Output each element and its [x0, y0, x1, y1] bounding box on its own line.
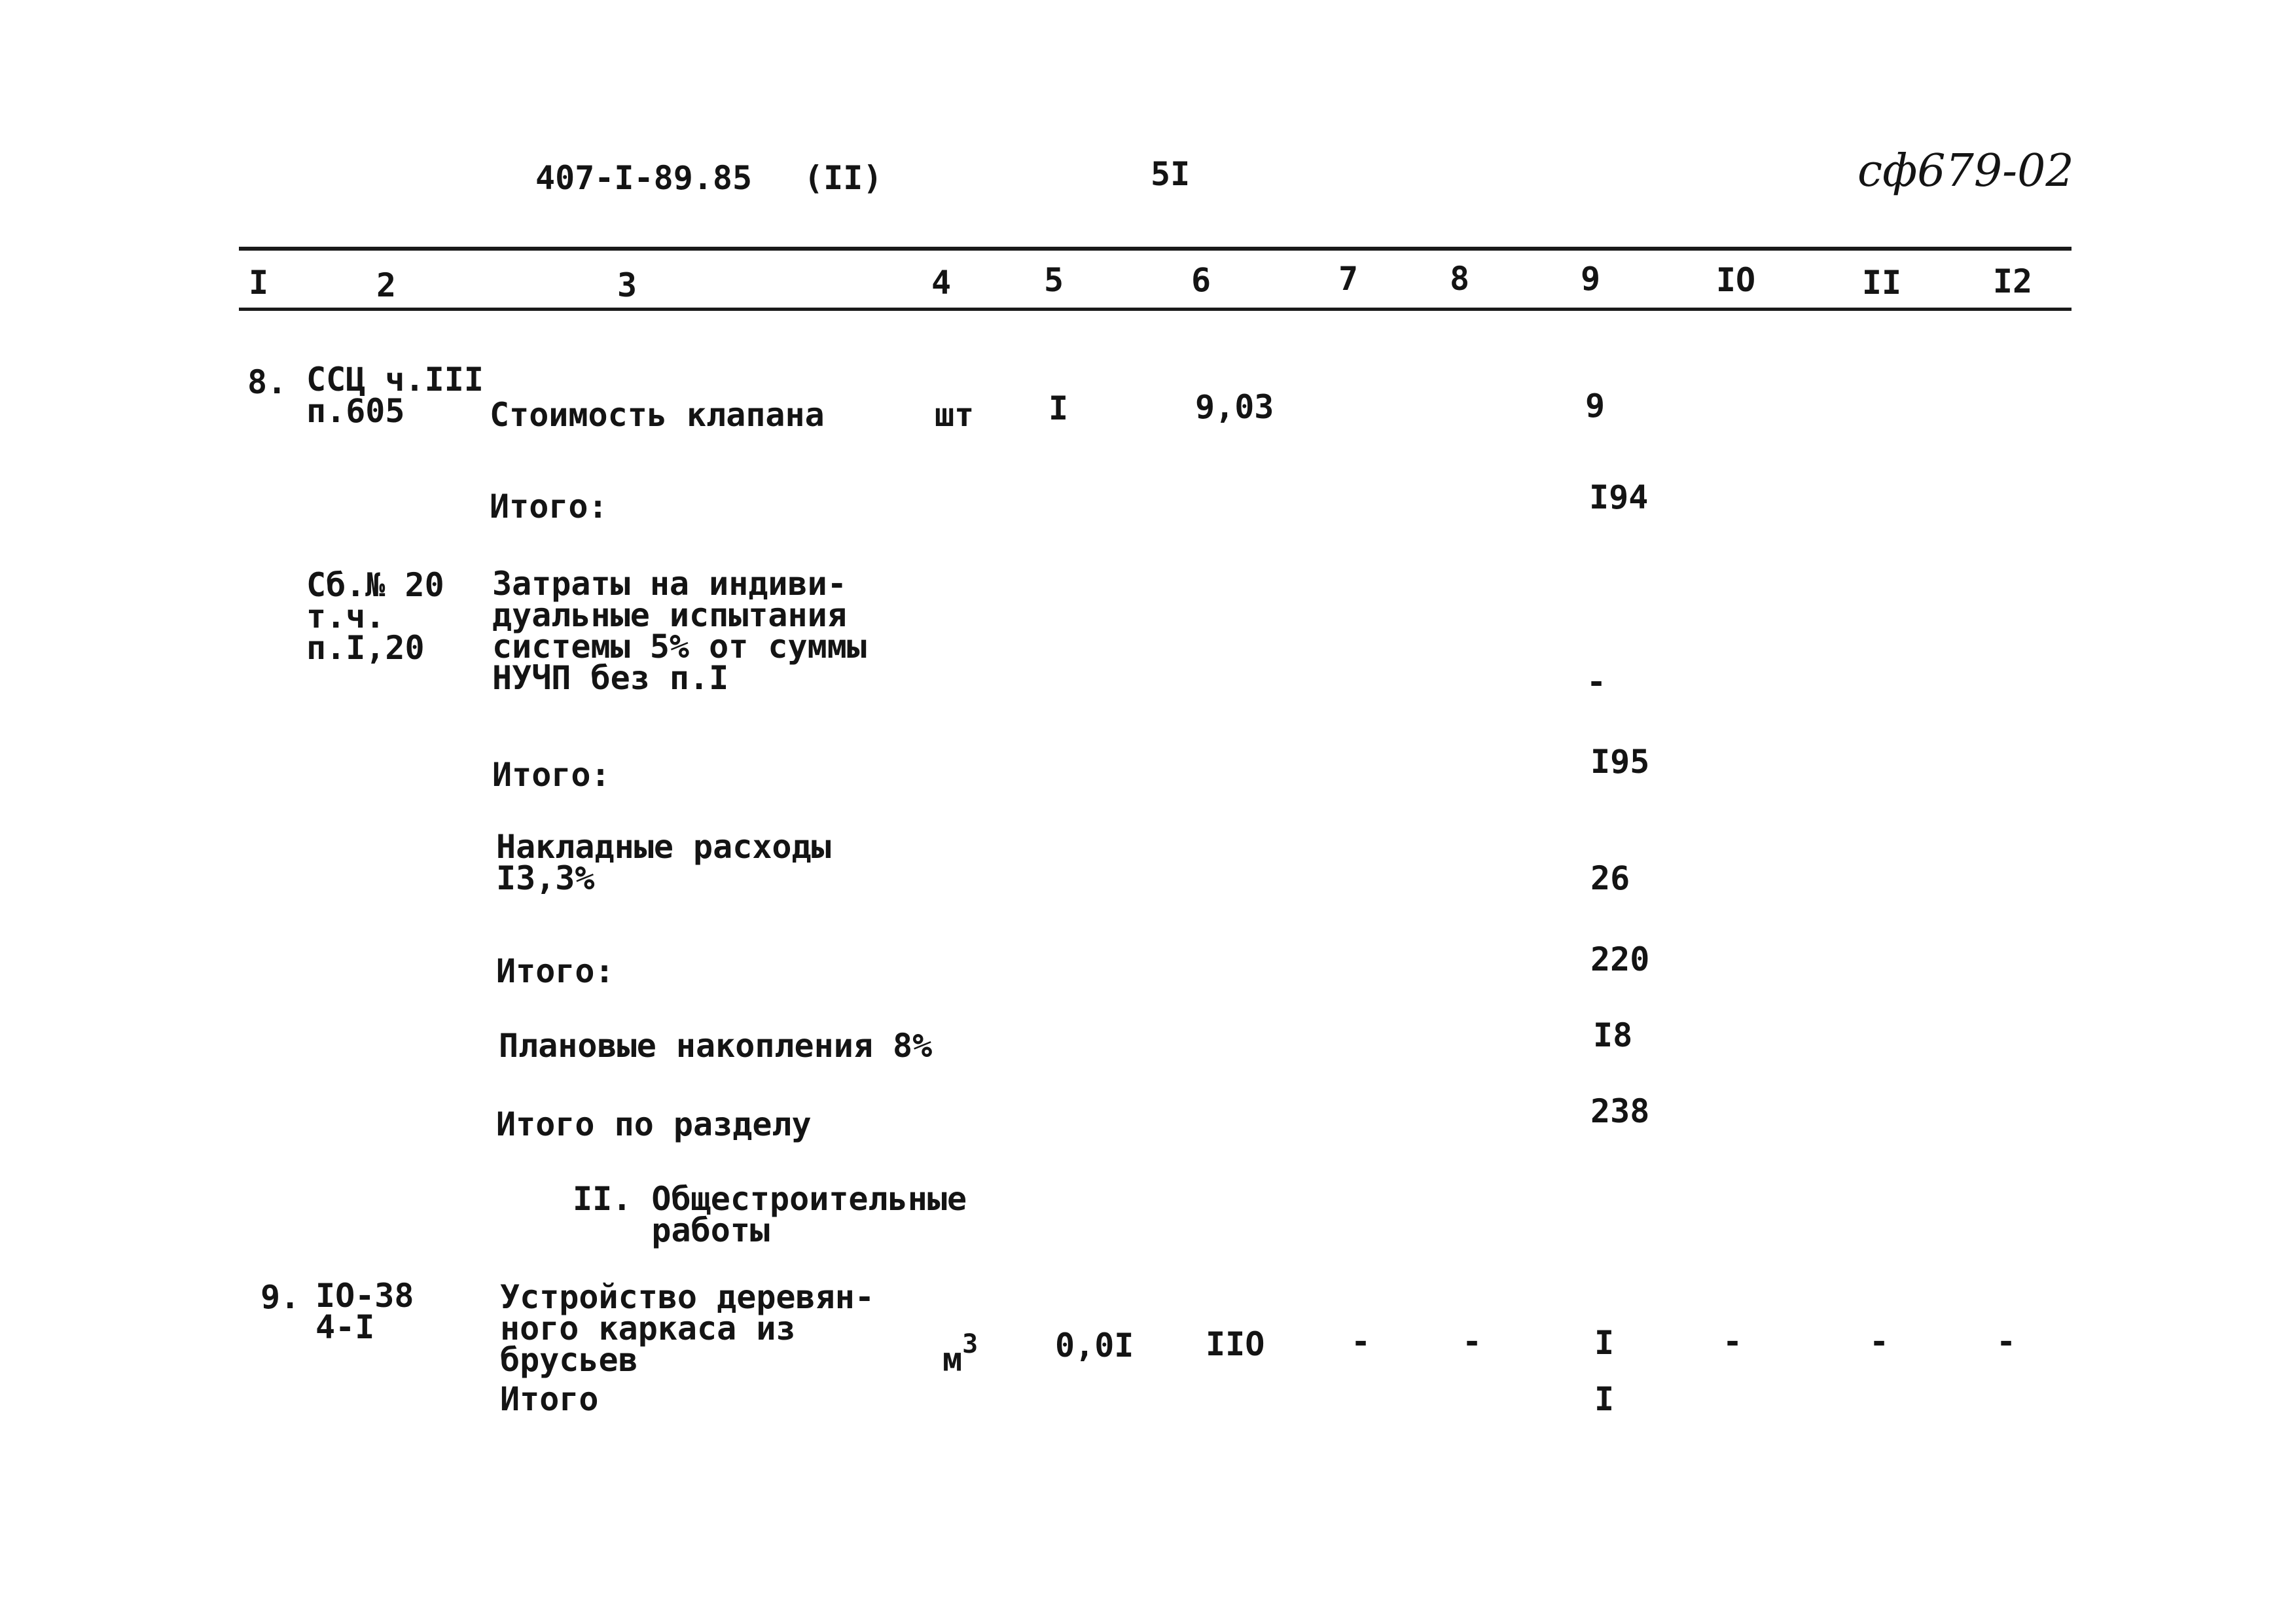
testing-reference: Сб.№ 20 т.ч. п.I,20: [306, 566, 444, 667]
planned-savings-label: Плановые накопления 8%: [499, 1027, 933, 1065]
row-9-reference: IO-38 4-I: [315, 1277, 414, 1346]
subtotal-1-value: I94: [1589, 478, 1649, 516]
row-9-number: 9.: [260, 1278, 300, 1316]
section-total-value: 238: [1590, 1092, 1650, 1130]
subtotal-3-value: 220: [1590, 940, 1650, 978]
row-9-col12: -: [1996, 1323, 2017, 1361]
row-9-subtotal-label: Итого: [500, 1380, 599, 1418]
subtotal-2-value: I95: [1590, 743, 1650, 781]
testing-total: -: [1587, 663, 1607, 701]
column-header-5: 5: [1043, 261, 1064, 299]
subtotal-1-label: Итого:: [490, 488, 608, 526]
overhead-value: 26: [1590, 859, 1630, 897]
column-header-8: 8: [1449, 260, 1470, 298]
handwritten-code: сф679-02: [1857, 145, 2074, 197]
subtotal-3-label: Итого:: [496, 952, 615, 990]
row-9-unit: [942, 1329, 978, 1379]
row-9-price: IIO: [1206, 1325, 1265, 1363]
row-9-total: I: [1594, 1324, 1615, 1362]
row-8-unit: шт: [935, 396, 975, 434]
column-header-10: IO: [1715, 261, 1756, 299]
row-9-col8: -: [1462, 1323, 1482, 1361]
header-rule-bottom: [239, 308, 2072, 311]
row-9-col11: -: [1869, 1323, 1890, 1361]
column-header-7: 7: [1338, 260, 1359, 298]
column-header-2: 2: [376, 266, 397, 304]
subtotal-2-label: Итого:: [492, 756, 611, 794]
row-8-total: 9: [1585, 387, 1605, 425]
document-code: 407-I-89.85: [535, 159, 753, 197]
row-8-price: 9,03: [1195, 388, 1274, 426]
column-header-6: 6: [1191, 261, 1211, 299]
volume-mark: (II): [804, 159, 883, 197]
section-2-heading: II. Общестроительные работы: [573, 1180, 967, 1249]
row-9-col10: -: [1723, 1323, 1743, 1361]
testing-description: Затраты на индиви- дуальные испытания системы 5% от суммы НУЧП без п.I: [492, 565, 867, 697]
row-9-description: Устройство деревян- ного каркаса из брусьев: [500, 1278, 874, 1379]
overhead-description: Накладные расходы I3,3%: [496, 828, 831, 897]
page-number: 5I: [1151, 155, 1191, 193]
planned-savings-value: I8: [1593, 1016, 1633, 1054]
row-8-description: Стоимость клапана: [490, 396, 825, 434]
column-header-9: 9: [1580, 260, 1601, 298]
row-9-quantity: 0,0I: [1055, 1327, 1134, 1364]
row-8-number: 8.: [247, 363, 287, 401]
section-total-label: Итого по разделу: [496, 1105, 812, 1143]
column-header-4: 4: [931, 264, 952, 302]
row-9-subtotal-value: I: [1594, 1380, 1615, 1418]
row-9-unit-text: м: [942, 1340, 963, 1379]
column-header-11: II: [1861, 264, 1902, 302]
row-9-col7: -: [1351, 1323, 1371, 1361]
row-8-reference: ССЦ ч.III п.605: [306, 361, 484, 430]
column-header-3: 3: [617, 266, 637, 304]
column-header-12: I2: [1992, 262, 2033, 300]
row-9-unit-exponent: 3: [962, 1329, 978, 1359]
column-header-1: I: [248, 264, 269, 302]
header-rule-top: [239, 247, 2072, 251]
row-8-quantity: I: [1049, 389, 1069, 427]
